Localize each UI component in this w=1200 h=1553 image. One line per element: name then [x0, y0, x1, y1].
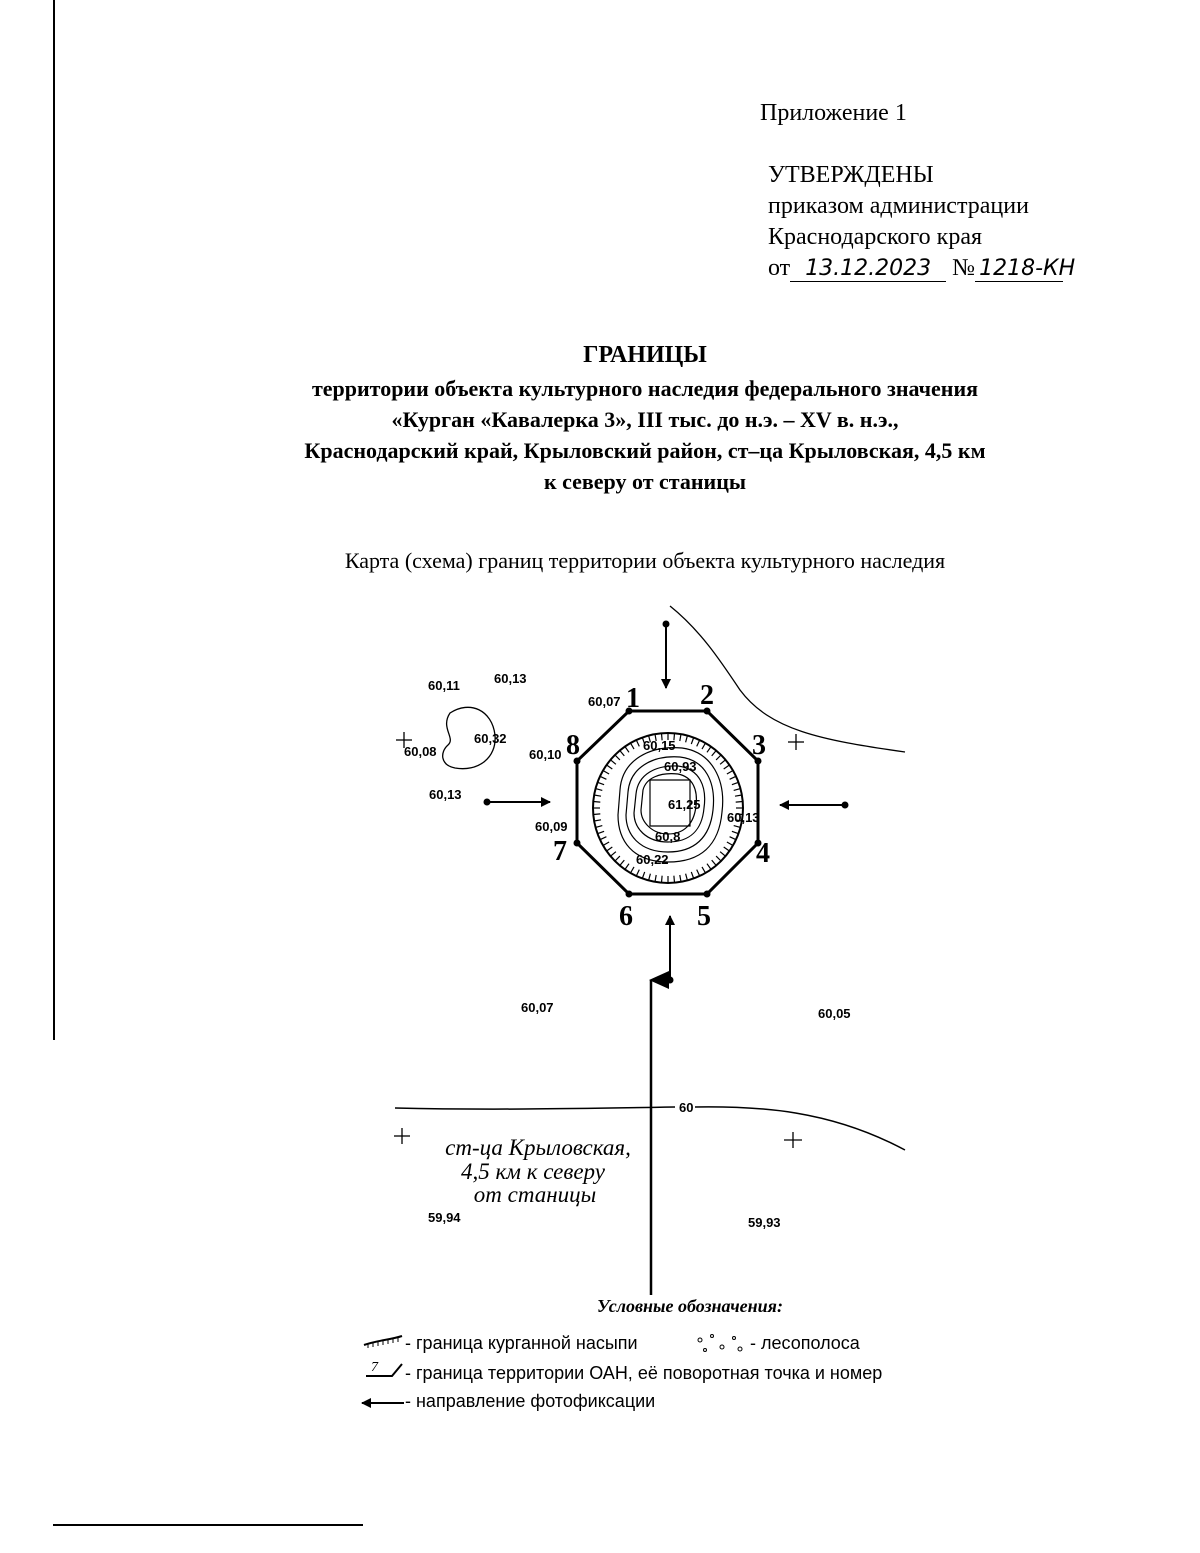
- mound-hatch-tick: [603, 842, 609, 846]
- date-prefix: от: [768, 255, 791, 281]
- legend-boundary-number: 7: [371, 1360, 378, 1375]
- title-line1: территории объекта культурного наследия федерального значения: [311, 376, 979, 401]
- mound-hatch-tick: [736, 802, 743, 803]
- elevation-mark: 60,13: [727, 810, 760, 825]
- mound-hatch-tick: [734, 789, 741, 791]
- photo-direction-arrows: [485, 622, 848, 983]
- mound-hatch-tick: [720, 852, 725, 857]
- mound-hatch-tick: [615, 755, 620, 760]
- mound-hatch-tick: [636, 740, 639, 746]
- approved-heading: УТВЕРЖДЕНЫ: [768, 162, 934, 188]
- mound-hatch-tick: [691, 872, 693, 879]
- elevation-mark: 59,94: [428, 1210, 461, 1225]
- mound-hatch-tick: [655, 875, 656, 882]
- mound-hatch-tick: [727, 842, 733, 846]
- mound-hatch-tick: [686, 736, 688, 743]
- mound-hatch-tick: [649, 874, 651, 881]
- legend-forest-label: - лесополоса: [750, 1333, 860, 1353]
- mound-hatch-tick: [691, 738, 693, 745]
- point-number-8: 8: [566, 730, 580, 761]
- mound-hatch-tick: [620, 860, 625, 865]
- legend-forest-symbol: [698, 1335, 742, 1352]
- mound-hatch-tick: [596, 826, 603, 828]
- mound-hatch-tick: [593, 802, 600, 803]
- elevation-mark: 60,11: [428, 678, 460, 693]
- elevation-mark: 60,15: [643, 738, 676, 753]
- elevation-mark: 60,22: [636, 852, 669, 867]
- mound-hatch-tick: [662, 876, 663, 883]
- mound-hatch-tick: [600, 776, 606, 779]
- mound-hatch-tick: [716, 856, 721, 861]
- mound-hatch-tick: [625, 747, 629, 753]
- terrain-contour-northeast: [670, 606, 905, 752]
- mound-hatch-tick: [734, 826, 741, 828]
- footnote-rule: [53, 1524, 363, 1526]
- mound-hatch-tick: [607, 765, 613, 769]
- mound-hatch-tick: [707, 747, 711, 753]
- point-number-7: 7: [553, 836, 567, 867]
- elevation-mark: 60,32: [474, 731, 507, 746]
- mound-hatch-tick: [702, 867, 706, 873]
- legend-title: Условные обозначения:: [597, 1296, 783, 1316]
- mound-hatch-tick: [686, 874, 688, 881]
- contour-label: 60,8: [655, 829, 681, 844]
- mound-hatch-tick: [596, 789, 603, 791]
- point-number-4: 4: [756, 838, 770, 869]
- order-date: 13.12.2023: [790, 257, 946, 282]
- mound-hatch-tick: [724, 847, 730, 851]
- mound-hatch-tick: [620, 751, 625, 756]
- place-label-line3: от станицы: [473, 1182, 597, 1207]
- mound-hatch-tick: [631, 867, 635, 873]
- mound-hatch-tick: [607, 847, 613, 851]
- title-line2: «Курган «Кавалерка 3», III тыс. до н.э. – XV в. н.э.,: [391, 407, 899, 432]
- mound-hatch-tick: [674, 876, 675, 883]
- elevation-mark: 61,25: [668, 797, 701, 812]
- mound-hatch-tick: [615, 856, 620, 861]
- mound-hatch-tick: [603, 771, 609, 775]
- approved-by-line1: приказом администрации: [768, 193, 1029, 219]
- mound-hatch-tick: [707, 864, 711, 870]
- mound-hatch-tick: [712, 751, 717, 756]
- mound-hatch-tick: [732, 831, 739, 833]
- legend-mound-label: - граница курганной насыпи: [405, 1333, 638, 1353]
- map-subtitle: Карта (схема) границ территории объекта культурного наследия: [344, 548, 946, 573]
- appendix-label: Приложение 1: [760, 100, 907, 126]
- point-number-6: 6: [619, 901, 633, 932]
- point-number-3: 3: [752, 730, 766, 761]
- mound-hatch-tick: [600, 837, 606, 840]
- contour-label-60: 60: [679, 1100, 694, 1115]
- point-number-2: 2: [700, 680, 714, 711]
- mound-hatch-tick: [594, 820, 601, 821]
- mound-hatch-tick: [636, 870, 639, 876]
- legend-photo-label: - направление фотофиксации: [405, 1391, 656, 1411]
- mound-hatch-tick: [697, 870, 700, 876]
- mound-hatch-tick: [697, 740, 700, 746]
- mound-hatch-tick: [712, 860, 717, 865]
- mound-hatch-tick: [730, 776, 736, 779]
- approved-by-line2: Краснодарского края: [768, 224, 983, 250]
- mound-hatch-tick: [732, 782, 739, 784]
- mound-hatch-tick: [680, 875, 681, 882]
- mound-hatch-tick: [727, 771, 733, 775]
- mound-hatch-tick: [716, 755, 721, 760]
- legend-boundary-label: - граница территории ОАН, её поворотная точка и номер: [405, 1363, 883, 1383]
- number-prefix: №: [952, 255, 976, 281]
- title-main: ГРАНИЦЫ: [583, 342, 707, 368]
- mound-hatch-tick: [702, 743, 706, 749]
- elevation-mark: 60,13: [429, 787, 462, 802]
- title-line3: Краснодарский край, Крыловский район, ст–ца Крыловская, 4,5 км: [304, 438, 986, 463]
- mound-hatch-tick: [598, 782, 605, 784]
- elevation-mark: 60,13: [494, 671, 527, 686]
- mound-hatch-tick: [724, 765, 730, 769]
- title-line4: к северу от станицы: [543, 469, 747, 494]
- mound-hatch-tick: [593, 814, 600, 815]
- elevation-mark: 60,10: [529, 747, 562, 762]
- mound-hatch-tick: [642, 872, 644, 879]
- point-number-1: 1: [626, 683, 640, 714]
- place-label: [445, 1135, 631, 1207]
- mound-hatch-tick: [631, 743, 635, 749]
- elevation-mark: 60,08: [404, 744, 437, 759]
- mound-hatch-tick: [680, 734, 681, 741]
- mound-hatch-tick: [735, 795, 742, 796]
- place-label-line1: ст-ца Крыловская,: [445, 1135, 631, 1160]
- mound-hatch-tick: [730, 837, 736, 840]
- elevation-mark: 60,07: [521, 1000, 554, 1015]
- mound-hatch-tick: [625, 864, 629, 870]
- point-number-5: 5: [697, 901, 711, 932]
- place-label-line2: 4,5 км к северу: [461, 1159, 605, 1184]
- mound-hatch-tick: [611, 852, 616, 857]
- contour-label: 60,93: [664, 759, 697, 774]
- elevation-mark: 59,93: [748, 1215, 781, 1230]
- mound-hatch-tick: [594, 795, 601, 796]
- elevation-mark: 60,09: [535, 819, 568, 834]
- mound-hatch-tick: [598, 831, 605, 833]
- order-number: 1218-КН: [975, 257, 1063, 282]
- mound-hatch-tick: [720, 760, 725, 765]
- elevation-mark: 60,07: [588, 694, 621, 709]
- mound-hatch-tick: [611, 760, 616, 765]
- elevation-mark: 60,05: [818, 1006, 851, 1021]
